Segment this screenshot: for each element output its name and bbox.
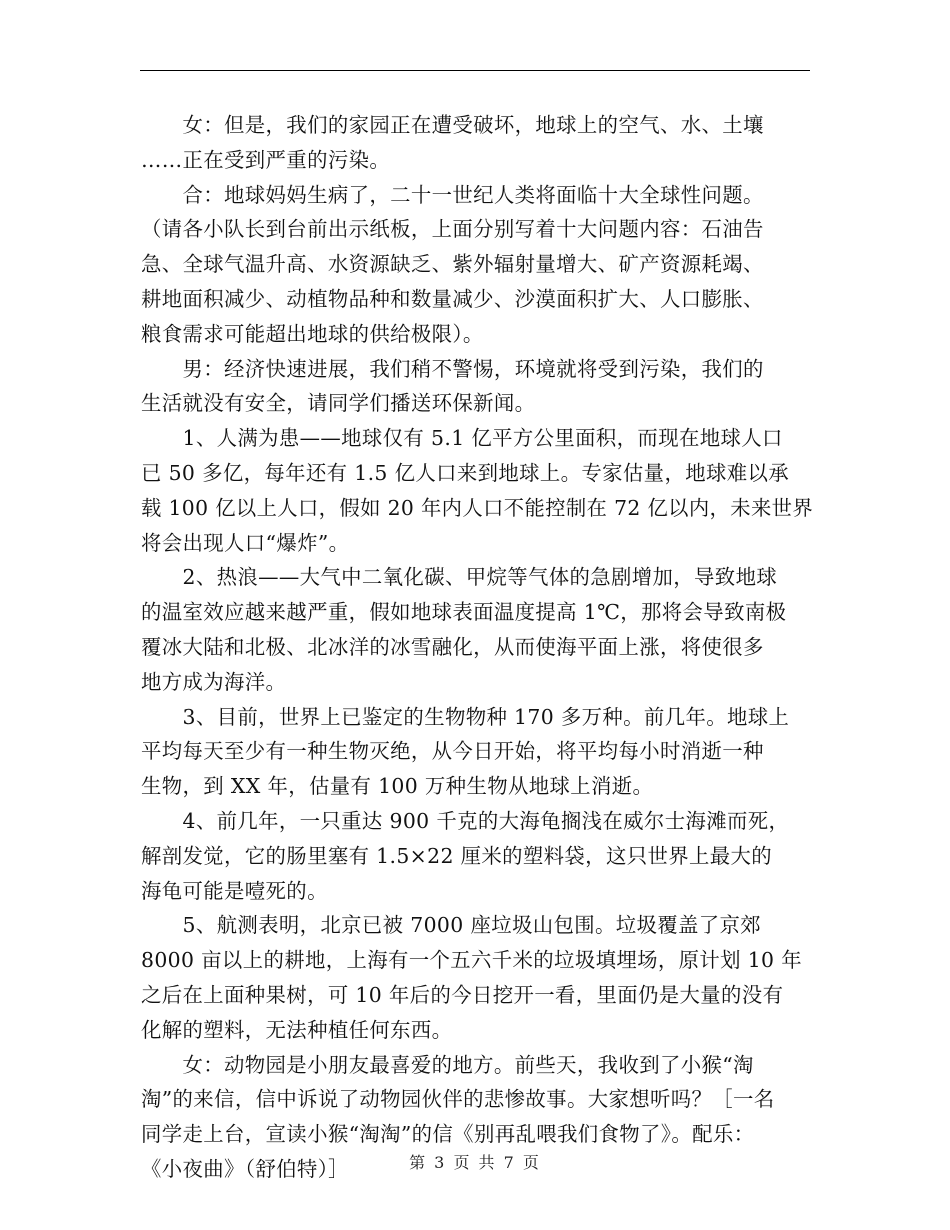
text-line: 覆冰大陆和北极、北冰洋的冰雪融化，从而使海平面上涨，将使很多: [141, 634, 764, 659]
text-line: 之后在上面种果树，可 10 年后的今日挖开一看，里面仍是大量的没有: [141, 982, 784, 1007]
text-line: 已 50 多亿，每年还有 1.5 亿人口来到地球上。专家估量，地球难以承: [141, 460, 789, 485]
text-line: 将会出现人口“爆炸”。: [141, 530, 350, 555]
text-line: 2、热浪——大气中二氧化碳、甲烷等气体的急剧增加，导致地球: [141, 565, 778, 590]
text-line: 女：但是，我们的家园正在遭受破坏，地球上的空气、水、土壤: [141, 113, 764, 137]
text-line: 急、全球气温升高、水资源缺乏、紫外辐射量增大、矿产资源耗竭、: [141, 252, 764, 277]
text-line: 地方成为海洋。: [141, 669, 287, 694]
text-line: 同学走上台，宣读小猴“淘淘”的信《别再乱喂我们食物了》。配乐：: [141, 1122, 755, 1147]
text-line: 5、航测表明，北京已被 7000 座垃圾山包围。垃圾覆盖了京郊: [141, 913, 762, 938]
text-line: 平均每天至少有一种生物灭绝，从今日开始，将平均每小时消逝一种: [141, 739, 764, 764]
text-line: 粮食需求可能超出地球的供给极限）。: [141, 321, 484, 346]
text-line: 1、人满为患——地球仅有 5.1 亿平方公里面积，而现在地球人口: [141, 426, 783, 451]
page-number-footer: 第 3 页 共 7 页: [409, 1153, 541, 1172]
text-line: 生物，到 XX 年，估量有 100 万种生物从地球上消逝。: [141, 774, 654, 799]
text-line: 女：动物园是小朋友最喜爱的地方。前些天，我收到了小猴“淘: [141, 1052, 754, 1077]
text-line: 生活就没有安全，请同学们播送环保新闻。: [141, 391, 536, 416]
header-rule: [140, 70, 810, 71]
text-line: 解剖发觉，它的肠里塞有 1.5×22 厘米的塑料袋，这只世界上最大的: [141, 843, 773, 868]
text-line: 3、目前，世界上已鉴定的生物物种 170 多万种。前几年。地球上: [141, 704, 790, 729]
text-line: 淘”的来信，信中诉说了动物园伙伴的悲惨故事。大家想听吗？［一名: [141, 1087, 775, 1112]
text-line: （请各小队长到台前出示纸板，上面分别写着十大问题内容：石油告: [141, 217, 764, 242]
body-text: [141, 108, 816, 1187]
text-line: 耕地面积减少、动植物品种和数量减少、沙漠面积扩大、人口膨胀、: [141, 286, 764, 311]
text-line: 4、前几年，一只重达 900 千克的大海龟搁浅在威尔士海滩而死，: [141, 808, 790, 833]
text-line: 8000 亩以上的耕地，上海有一个五六千米的垃圾填埋场，原计划 10 年: [141, 948, 802, 973]
text-line: 的温室效应越来越严重，假如地球表面温度提高 1℃，那将会导致南极: [141, 600, 787, 625]
text-line: 《小夜曲》（舒伯特）］: [141, 1156, 349, 1181]
text-line: 载 100 亿以上人口，假如 20 年内人口不能控制在 72 亿以内，未来世界: [141, 495, 814, 520]
text-line: 海龟可能是噎死的。: [141, 878, 328, 903]
text-line: 男：经济快速进展，我们稍不警惕，环境就将受到污染，我们的: [141, 356, 764, 381]
text-line: ……正在受到严重的污染。: [141, 147, 391, 172]
text-line: 化解的塑料，无法种植任何东西。: [141, 1017, 453, 1042]
text-line: 合：地球妈妈生病了，二十一世纪人类将面临十大全球性问题。: [141, 182, 764, 207]
